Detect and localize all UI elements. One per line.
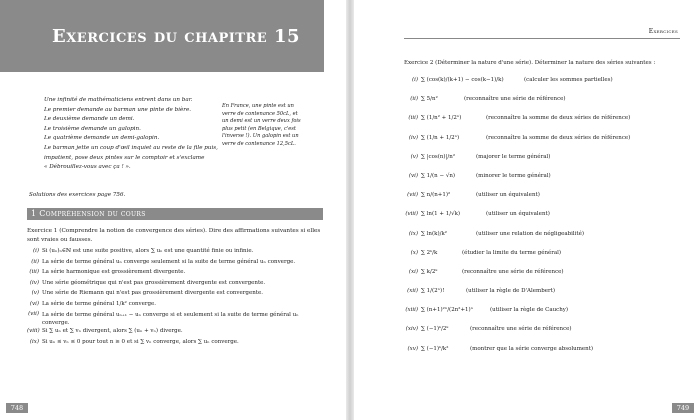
item-label: (viii) — [405, 211, 418, 218]
series-item — [404, 341, 694, 360]
series-hint: (reconnaître la somme de deux séries de référence) — [486, 134, 631, 141]
series-expression: ∑ 1/(n − √n) — [421, 172, 456, 179]
item-text: Si (uₙ)ₙ∈ℕ est une suite positive, alors ∑ uₙ est une quantité finie ou infinie. — [42, 248, 254, 254]
item-text: Si uₙ ≤ vₙ ≤ 0 pour tout n ≥ 0 et si ∑ vₙ converge, alors ∑ uₙ converge. — [42, 338, 239, 345]
joke-line: Le premier demande au barman une pinte de bière. — [44, 106, 192, 113]
section-banner — [27, 208, 323, 220]
series-expression: ∑ (cos(k)/(k+1) − cos(k−1)/k) — [421, 77, 504, 83]
page-number: 748 — [6, 403, 28, 413]
item-label: (xiv) — [405, 326, 418, 333]
item-label: (viii) — [27, 328, 40, 334]
list-item — [27, 328, 327, 339]
item-label: (v) — [410, 153, 418, 160]
item-label: (x) — [410, 249, 418, 256]
item-label: (iv) — [408, 134, 418, 141]
series-expression: ∑ 1/(2ⁿ)! — [421, 288, 445, 295]
list-item — [27, 248, 327, 259]
item-text: Si ∑ uₙ et ∑ vₙ divergent, alors ∑ (uₙ + vₙ) diverge. — [42, 328, 183, 334]
book-spine — [346, 0, 354, 420]
series-expression: ∑ 2ᵏ/k — [421, 249, 438, 256]
series-item — [404, 110, 694, 129]
item-text: La série de terme général uₙ converge seulement si la suite de terme général uₙ converge. — [42, 258, 296, 265]
solutions-reference: Solutions des exercices page 756. — [29, 192, 126, 198]
series-expression: ∑ |cos(n)|/n² — [421, 153, 456, 160]
list-item — [27, 290, 327, 301]
series-hint: (utiliser une relation de négligeabilité) — [476, 230, 585, 237]
joke-epigraph — [44, 96, 220, 173]
series-expression: ∑ (1/n + 1/2ⁿ) — [421, 134, 460, 141]
joke-line: Le troisième demande un galopin. — [44, 125, 141, 132]
series-hint: (minorer le terme général) — [476, 172, 551, 179]
series-hint: (reconnaître une série de référence) — [470, 326, 572, 333]
exercise-1-heading: Exercice 1 (Comprendre la notion de convergence des séries). Dire des affirmations suivantes si elles sont vraies ou fausses. — [27, 228, 321, 243]
series-expression: ∑ ln(1 + 1/√k) — [421, 211, 461, 218]
item-label: (ii) — [410, 96, 418, 103]
series-hint: (utiliser un équivalent) — [486, 211, 550, 218]
item-text: La série de terme général uₙ₊₁ − uₙ converge si et seulement si la suite de terme général uₙ converge. — [42, 312, 299, 326]
header-rule — [404, 38, 680, 39]
joke-line: Le quatrième demande un demi-galopin. — [44, 135, 160, 142]
joke-line: Le deuxième demande un demi. — [44, 116, 135, 123]
joke-line: « Débrouillez-vous avec ça ! ». — [44, 164, 131, 171]
running-head: Exercices — [648, 28, 678, 35]
series-item — [404, 245, 694, 264]
list-item — [27, 301, 327, 312]
series-item — [404, 321, 694, 340]
item-text: Une série géométrique qui n'est pas grossièrement divergente est convergente. — [42, 279, 266, 286]
series-item — [404, 72, 694, 91]
right-page — [354, 0, 700, 420]
list-item — [27, 280, 327, 291]
item-label: (ix) — [29, 338, 39, 345]
chapter-title: Exercices du chapitre 15 — [52, 26, 301, 47]
left-page — [0, 0, 346, 420]
list-item — [27, 259, 327, 270]
item-label: (iii) — [29, 269, 39, 275]
series-hint: (calculer les sommes partielles) — [524, 77, 613, 83]
item-label: (vi) — [29, 300, 39, 307]
series-hint: (utiliser la règle de D'Alembert) — [466, 288, 555, 295]
series-expression: ∑ 5/n² — [421, 96, 438, 103]
item-label: (xv) — [407, 345, 418, 352]
item-label: (iv) — [29, 279, 39, 286]
series-expression: ∑ (−1)ᵏ/k² — [421, 345, 449, 352]
series-expression: ∑ (1/n² + 1/2ⁿ) — [421, 115, 462, 122]
series-expression: ∑ k/2ᵏ — [421, 268, 438, 275]
item-text: La série de terme général 1/k² converge. — [42, 300, 157, 307]
chapter-title-banner — [0, 0, 324, 72]
series-hint: (reconnaître la somme de deux séries de référence) — [486, 115, 631, 122]
series-hint: (étudier la limite du terme général) — [462, 249, 562, 256]
list-item — [27, 339, 327, 350]
item-text: Une série de Riemann qui n'est pas grossièrement divergente est convergente. — [42, 290, 263, 296]
item-label: (xiii) — [405, 307, 418, 314]
list-item — [27, 311, 327, 328]
series-hint: (reconnaître une série de référence) — [462, 268, 564, 275]
series-hint: (majorer le terme général) — [476, 153, 551, 160]
item-text: La série harmonique est grossièrement divergente. — [42, 269, 186, 275]
joke-line: Une infinité de mathématiciens entrent dans un bar. — [44, 97, 193, 103]
page-number: 749 — [672, 403, 694, 413]
series-item — [404, 264, 694, 283]
series-expression: ∑ (n+1)²ⁿ/(2n²+1)ⁿ — [421, 307, 474, 314]
item-label: (v) — [31, 290, 39, 296]
series-item — [404, 187, 694, 206]
item-label: (vii) — [407, 192, 418, 199]
exercise-2-list — [404, 72, 694, 360]
item-label: (xi) — [408, 268, 418, 275]
series-item — [404, 130, 694, 149]
margin-note: En France, une pinte est un verre de contenance 50cL, et un demi est un verre deux fois plus petit (en Belgique, c'est l'inverse !). Un galopin est un verre de contenance 12,5cL. — [222, 103, 301, 147]
series-item — [404, 302, 694, 321]
series-item — [404, 168, 694, 187]
series-hint: (utiliser un équivalent) — [476, 192, 540, 199]
item-label: (iii) — [408, 115, 418, 122]
series-hint: (utiliser la règle de Cauchy) — [490, 307, 569, 314]
series-item — [404, 206, 694, 225]
item-label: (vi) — [408, 172, 418, 179]
series-hint: (montrer que la série converge absolument) — [470, 345, 594, 352]
exercise-2-heading: Exercice 2 (Déterminer la nature d'une série). Déterminer la nature des séries suivantes : — [404, 60, 656, 66]
item-label: (ii) — [31, 258, 39, 265]
joke-line: impatient, pose deux pintes sur le comptoir et s'exclame — [44, 154, 205, 161]
series-expression: ∑ (−1)ᵏ/2ᵏ — [421, 326, 449, 333]
item-label: (i) — [32, 248, 39, 254]
series-hint: (reconnaître une série de référence) — [464, 96, 566, 103]
list-item — [27, 269, 327, 280]
series-expression: ∑ n/(n+1)² — [421, 192, 451, 199]
section-title: 1 Compréhension du cours — [31, 209, 146, 218]
series-item — [404, 283, 694, 302]
item-label: (ix) — [408, 230, 418, 237]
series-expression: ∑ ln(k)/k² — [421, 230, 447, 237]
item-label: (xii) — [407, 288, 418, 295]
item-label: (i) — [411, 77, 418, 83]
joke-line: Le barman jette un coup d'œil inquiet au reste de la file puis, — [44, 144, 218, 151]
item-label: (vii) — [28, 311, 39, 317]
series-item — [404, 91, 694, 110]
series-item — [404, 226, 694, 245]
series-item — [404, 149, 694, 168]
exercise-1-list — [27, 248, 327, 349]
